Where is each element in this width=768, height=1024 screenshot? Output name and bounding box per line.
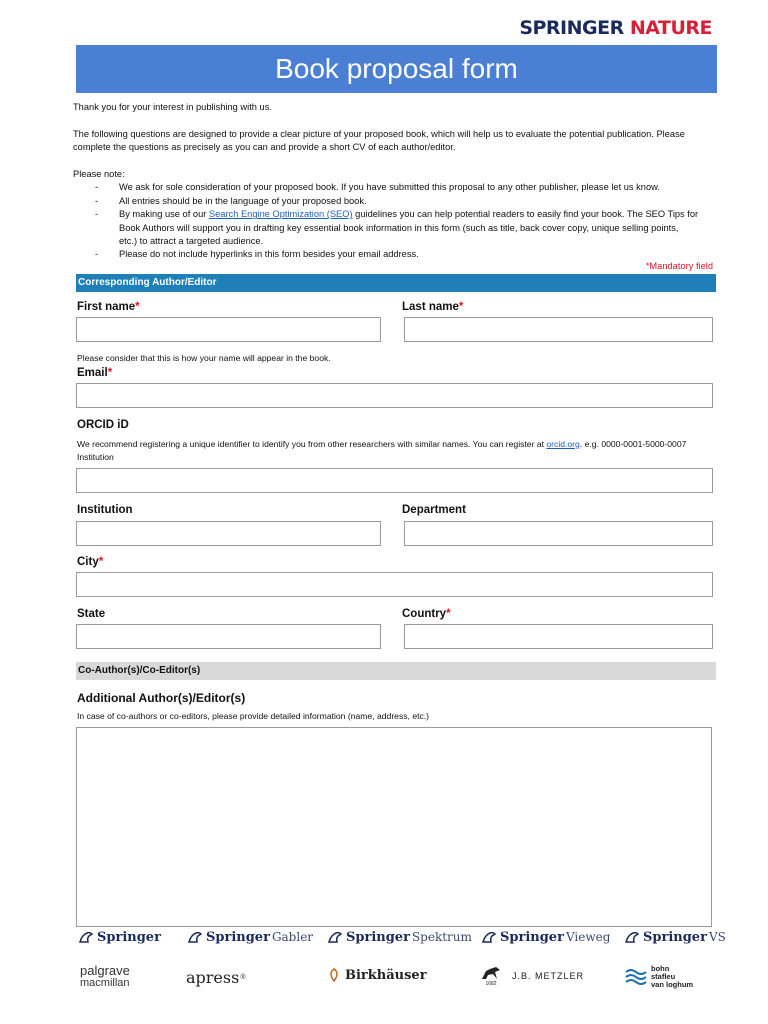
intro-paragraph-2: complete the questions as precisely as you can and provide a short CV of each author/editor. bbox=[73, 142, 456, 153]
logo-birkhauser: Birkhäuser bbox=[326, 967, 427, 983]
springer-horse-icon bbox=[624, 929, 640, 945]
note-bullet: - Please do not include hyperlinks in this form besides your email address. bbox=[95, 249, 419, 260]
springer-horse-icon bbox=[327, 929, 343, 945]
country-field[interactable] bbox=[404, 624, 713, 649]
department-field[interactable] bbox=[404, 521, 713, 546]
note-bullet: - By making use of our Search Engine Optimization (SEO) guidelines you can help potential readers to easily find your book. The SEO Tips for bbox=[95, 209, 699, 220]
first-name-label: First name* bbox=[77, 301, 140, 313]
email-field[interactable] bbox=[76, 383, 713, 408]
orcid-field[interactable] bbox=[76, 468, 713, 493]
section-corresponding-author: Corresponding Author/Editor bbox=[76, 274, 716, 292]
note-bullet-cont: etc.) to attract a targeted audience. bbox=[119, 236, 264, 247]
intro-text bbox=[73, 101, 718, 262]
logo-jb-metzler: 1682 J.B. METZLER bbox=[480, 965, 584, 987]
orcid-sub-label: Institution bbox=[77, 452, 114, 462]
thanks-text: Thank you for your interest in publishing with us. bbox=[73, 102, 272, 112]
section-coauthors: Co-Author(s)/Co-Editor(s) bbox=[76, 662, 716, 680]
name-hint: Please consider that this is how your name will appear in the book. bbox=[77, 353, 331, 363]
intro-paragraph: The following questions are designed to provide a clear picture of your proposed book, which will help us to evaluate the potential publication. Please bbox=[73, 128, 685, 139]
city-label: City* bbox=[77, 556, 104, 568]
logo-apress: apress ® bbox=[186, 968, 246, 987]
logo-springer-gabler: Springer Gabler bbox=[187, 929, 313, 945]
note-bullet: - All entries should be in the language of your proposed book. bbox=[95, 195, 367, 206]
logo-springer-spektrum: Springer Spektrum bbox=[327, 929, 472, 945]
logo-bohn-stafleu-van-loghum: bohn stafleu van loghum bbox=[624, 965, 693, 989]
institution-field[interactable] bbox=[76, 521, 381, 546]
springer-horse-icon bbox=[187, 929, 203, 945]
springer-nature-logo bbox=[519, 17, 712, 39]
springer-horse-icon bbox=[78, 929, 94, 945]
additional-authors-hint: In case of co-authors or co-editors, please provide detailed information (name, address, etc.) bbox=[77, 711, 430, 721]
note-bullet: - We ask for sole consideration of your proposed book. If you have submitted this proposal to any other publisher, please let us know. bbox=[95, 182, 660, 193]
logo-palgrave-macmillan: palgrave macmillan bbox=[80, 963, 130, 989]
springer-horse-icon bbox=[481, 929, 497, 945]
state-label: State bbox=[77, 608, 106, 620]
logo-springer-vs: Springer VS bbox=[624, 929, 726, 945]
note-heading: Please note: bbox=[73, 169, 125, 179]
orcid-hint: We recommend registering a unique identifier to identify you from other researchers with similar names. You can register at orcid.org. e.g. 0000-0001-5000-0007 bbox=[77, 439, 687, 449]
logo-springer: Springer bbox=[78, 929, 161, 945]
brand-springer: SPRINGER bbox=[519, 17, 624, 39]
note-bullet-cont: Book Authors will support you in drafting key essential book information in this form (such as title, back cover copy, unique selling points, bbox=[119, 222, 679, 233]
bsl-waves-icon bbox=[624, 966, 648, 988]
orcid-link[interactable]: orcid.org bbox=[546, 439, 580, 449]
page-title: Book proposal form bbox=[76, 45, 717, 93]
brand-nature: NATURE bbox=[629, 17, 712, 39]
country-label: Country* bbox=[402, 608, 451, 620]
last-name-label: Last name* bbox=[402, 301, 464, 313]
email-label: Email* bbox=[77, 367, 113, 379]
city-field[interactable] bbox=[76, 572, 713, 597]
mandatory-note: *Mandatory field bbox=[645, 261, 713, 271]
birkhauser-leaf-icon bbox=[326, 967, 342, 983]
seo-guidelines-link[interactable]: Search Engine Optimization (SEO) bbox=[208, 209, 353, 220]
metzler-horse-icon bbox=[480, 965, 502, 981]
last-name-field[interactable] bbox=[404, 317, 713, 342]
orcid-label: ORCID iD bbox=[77, 419, 129, 431]
institution-label: Institution bbox=[77, 504, 133, 516]
additional-authors-label: Additional Author(s)/Editor(s) bbox=[77, 691, 246, 705]
logo-springer-vieweg: Springer Vieweg bbox=[481, 929, 610, 945]
additional-authors-textarea[interactable] bbox=[76, 727, 712, 927]
first-name-field[interactable] bbox=[76, 317, 381, 342]
state-field[interactable] bbox=[76, 624, 381, 649]
department-label: Department bbox=[402, 504, 466, 516]
